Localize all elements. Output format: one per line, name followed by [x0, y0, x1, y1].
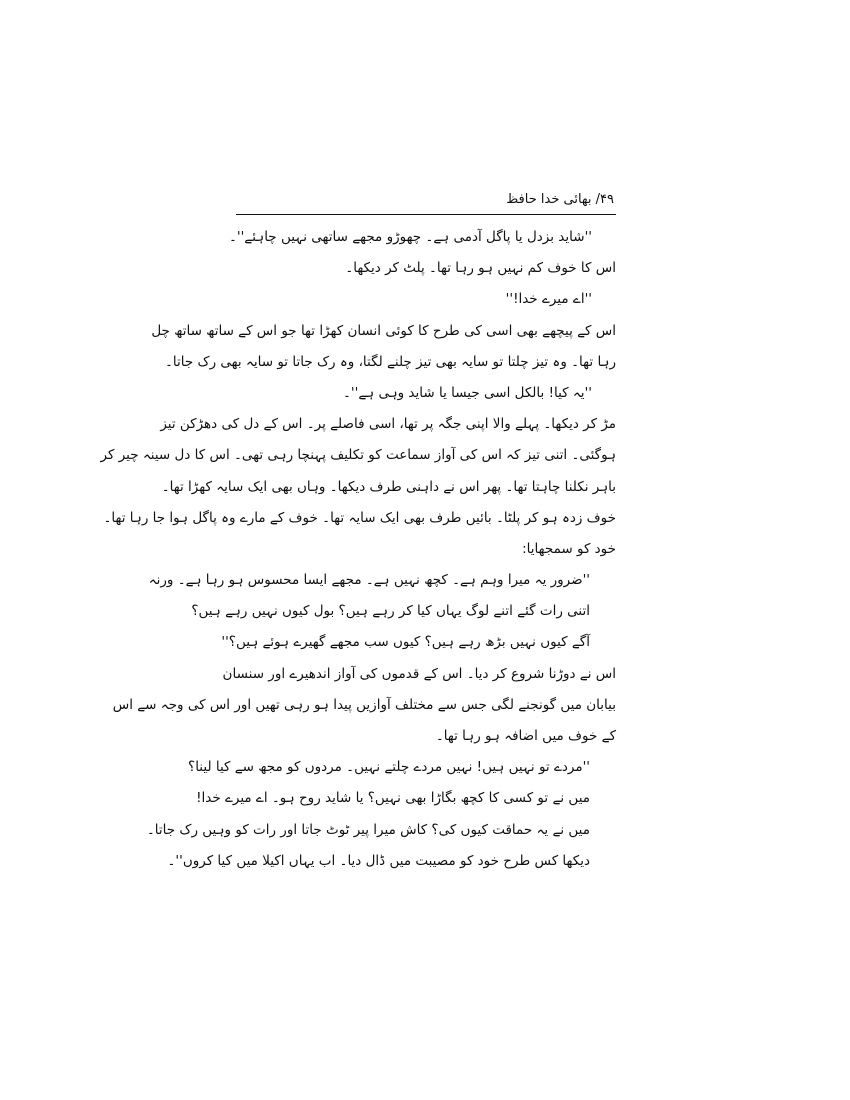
text-line: بیابان میں گونجنے لگی جس سے مختلف آوازیں پیدا ہو رہی تھیں اور اس کی وجہ سے اس	[112, 696, 616, 713]
text-line: آگے کیوں نہیں بڑھ رہے ہیں؟ کیوں سب مجھے گھیرے ہوئے ہیں؟''	[221, 634, 590, 651]
text-line: اس کے پیچھے بھی اسی کی طرح کا کوئی انسان کھڑا تھا جو اس کے ساتھ ساتھ چل	[151, 322, 616, 339]
text-line: ''ضرور یہ میرا وہم ہے۔ کچھ نہیں ہے۔ مجھے ایسا محسوس ہو رہا ہے۔ ورنہ	[148, 572, 590, 589]
text-line: کے خوف میں اضافہ ہو رہا تھا۔	[435, 728, 616, 744]
text-line: رہا تھا۔ وہ تیز چلتا تو سایہ بھی تیز چلنے لگتا، وہ رک جاتا تو سایہ بھی رک جاتا۔	[164, 353, 616, 370]
body-text	[100, 222, 616, 877]
text-line: مڑ کر دیکھا۔ پہلے والا اپنی جگہ پر تھا، اسی فاصلے پر۔ اس کے دل کی دھڑکن تیز	[160, 416, 616, 433]
header-rule	[236, 214, 616, 215]
text-line: باہر نکلنا چاہتا تھا۔ پھر اس نے داہنی طرف دیکھا۔ وہاں بھی ایک سایہ کھڑا تھا۔	[161, 478, 616, 495]
text-line: میں نے تو کسی کا کچھ بگاڑا بھی نہیں؟ یا شاید روح ہو۔ اے میرے خدا!	[196, 790, 590, 807]
text-line: دیکھا کس طرح خود کو مصیبت میں ڈال دیا۔ اب یہاں اکیلا میں کیا کروں''۔	[167, 852, 590, 869]
text-line: خود کو سمجھایا:	[522, 540, 616, 557]
text-line: خوف زدہ ہو کر پلٹا۔ بائیں طرف بھی ایک سایہ تھا۔ خوف کے مارے وہ پاگل ہوا جا رہا تھا۔	[103, 509, 616, 526]
text-line: اس نے دوڑنا شروع کر دیا۔ اس کے قدموں کی آواز اندھیرے اور سنسان	[222, 665, 616, 682]
text-line: میں نے یہ حماقت کیوں کی؟ کاش میرا پیر ٹوٹ جاتا اور رات کو وہیں رک جاتا۔	[146, 821, 590, 838]
running-header	[236, 188, 614, 212]
text-line: اس کا خوف کم نہیں ہو رہا تھا۔ پلٹ کر دیکھا۔	[345, 260, 616, 277]
text-line: اتنی رات گئے اتنے لوگ یہاں کیا کر رہے ہیں؟ بول کیوں نہیں رہے ہیں؟	[191, 603, 590, 620]
page-number-and-title: ۴۹/ بھائی خدا حافظ	[506, 192, 614, 207]
text-line: ''مردے تو نہیں ہیں! نہیں مردے چلتے نہیں۔ مردوں کو مجھ سے کیا لینا؟	[188, 759, 590, 776]
text-line: ہوگئی۔ اتنی تیز کہ اس کی آواز سماعت کو تکلیف پہنچا رہی تھی۔ اس کا دل سینہ چیر کر	[100, 447, 616, 464]
text-line: ''اے میرے خدا!''	[505, 291, 592, 308]
text-line: ''شاید بزدل یا پاگل آدمی ہے۔ چھوڑو مجھے ساتھی نہیں چاہئے''۔	[228, 229, 592, 245]
text-line: ''یہ کیا! بالکل اسی جیسا یا شاید وہی ہے''۔	[343, 384, 592, 401]
